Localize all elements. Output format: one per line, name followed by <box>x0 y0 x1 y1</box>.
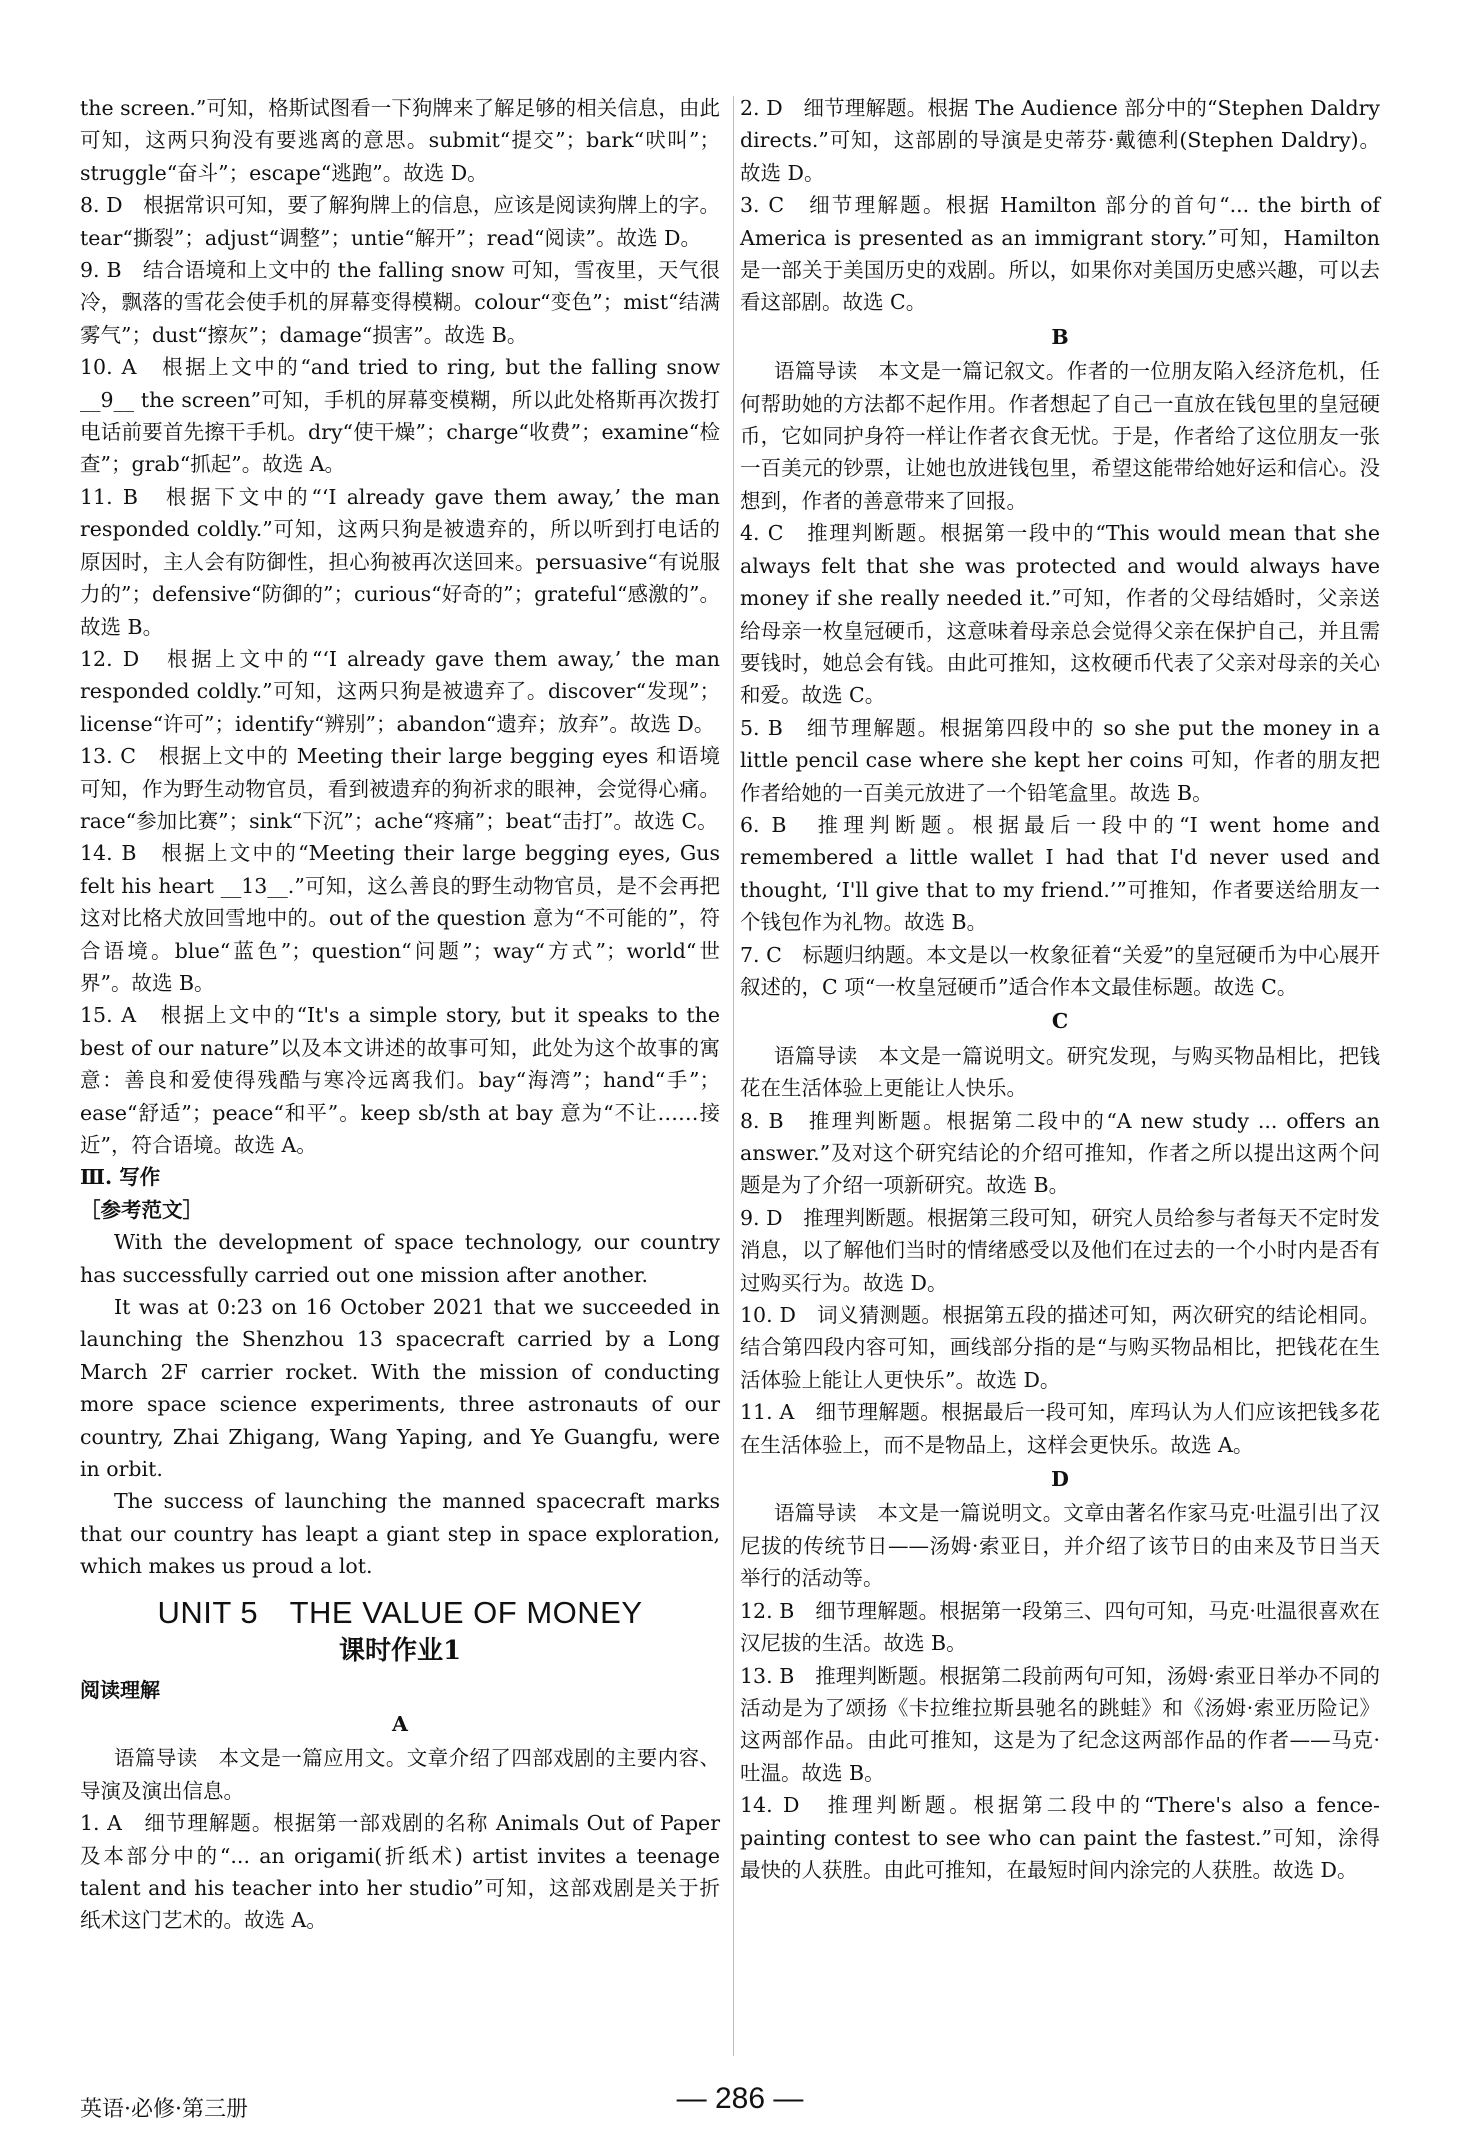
answer-2: 2. D 细节理解题。根据 The Audience 部分中的“Stephen Daldry directs.”可知，这部剧的导演是史蒂芬·戴德利(Stephen Daldry)。故选 D。 <box>740 96 1380 185</box>
unit-title: UNIT 5 THE VALUE OF MONEY <box>157 1594 643 1630</box>
book-title: 英语·必修·第三册 <box>80 2097 248 2122</box>
answer-9-c: 9. D 推理判断题。根据第三段可知，研究人员给参与者每天不定时发消息，以了解他们当时的情绪感受以及他们在过去的一个小时内是否有过购买行为。故选 D。 <box>740 1205 1380 1295</box>
passage-d-guide: 语篇导读 本文是一篇说明文。文章由著名作家马克·吐温引出了汉尼拔的传统节日——汤姆·索亚日，并介绍了该节日的由来及节日当天举行的活动等。 <box>740 1501 1380 1591</box>
part-d-heading: D <box>1051 1467 1069 1492</box>
answer-1: 1. A 细节理解题。根据第一部戏剧的名称 Animals Out of Paper 及本部分中的“... an origami(折纸术) artist invites a teenage talent and his teacher into her studio”可知，这部戏剧是关于折纸术这门艺术的。故选 A。 <box>80 1811 720 1933</box>
sample-essay-label: ［参考范文］ <box>80 1197 203 1222</box>
answer-11: 11. B 根据下文中的“‘I already gave them away,’ the man responded coldly.”可知，这两只狗是被遗弃的，所以听到打电话的原因时，主人会有防御性，担心狗被再次送回来。persuasive“有说服力的”；defensive“防御的”；curious“好奇的”；grateful“感激的”。故选 B。 <box>80 484 720 639</box>
answer-6: 6. B 推理判断题。根据最后一段中的“I went home and remembered a little wallet I had that I'd never used and thought, ‘I'll give that to my friend.’”可推知，作者要送给朋友一个钱包作为礼物。故选 B。 <box>740 812 1380 935</box>
answer-10: 10. A 根据上文中的“and tried to ring, but the falling snow __9__ the screen”可知，手机的屏幕变模糊，所以此处格斯再次拨打电话前要首先擦干手机。dry“使干燥”；charge“收费”；examine“检查”；grab“抓起”。故选 A。 <box>80 355 720 477</box>
answer-5: 5. B 细节理解题。根据第四段中的 so she put the money in a little pencil case where she kept her coins 可知，作者的朋友把作者给她的一百美元放进了一个铅笔盒里。故选 B。 <box>740 715 1380 805</box>
passage-c-guide: 语篇导读 本文是一篇说明文。研究发现，与购买物品相比，把钱花在生活体验上更能让人快乐。 <box>740 1043 1380 1101</box>
answer-11-c: 11. A 细节理解题。根据最后一段可知，库玛认为人们应该把钱多花在生活体验上，而不是物品上，这样会更快乐。故选 A。 <box>740 1400 1380 1457</box>
section-reading: 阅读理解 <box>80 1677 160 1702</box>
answer-12: 12. D 根据上文中的“‘I already gave them away,’ the man responded coldly.”可知，这两只狗是被遗弃了。discover“发现”；license“许可”；identify“辨别”；abandon“遗弃；放弃”。故选 D。 <box>80 646 720 736</box>
left-column <box>80 92 720 1937</box>
part-a-heading: A <box>392 1711 408 1736</box>
column-divider <box>733 96 734 2056</box>
answer-13: 13. C 根据上文中的 Meeting their large begging eyes 和语境可知，作为野生动物官员，看到被遗弃的狗祈求的眼神，会觉得心痛。race“参加比赛”；sink“下沉”；ache“疼痛”；beat“击打”。故选 C。 <box>80 744 720 833</box>
answer-8-c: 8. B 推理判断题。根据第二段中的“A new study ... offers an answer.”及对这个研究结论的介绍可推知，作者之所以提出这两个问题是为了介绍一项新研究。故选 B。 <box>740 1108 1380 1198</box>
answer-12-d: 12. B 细节理解题。根据第一段第三、四句可知，马克·吐温很喜欢在汉尼拔的生活。故选 B。 <box>740 1598 1380 1656</box>
writing-heading: Ⅲ. 写作 <box>80 1165 161 1190</box>
essay-paragraph-2: It was at 0:23 on 16 October 2021 that we succeeded in launching the Shenzhou 13 spacecraft carried by a Long March 2F carrier rocket. With the mission of conducting more space science experiments, three astronauts of our country, Zhai Zhigang, Wang Yaping, and Ye Guangfu, were in orbit. <box>80 1295 720 1482</box>
right-column <box>740 92 1380 1886</box>
answer-15: 15. A 根据上文中的“It's a simple story, but it speaks to the best of our nature”以及本文讲述的故事可知，此处为这个故事的寓意：善良和爱使得残酷与寒冷远离我们。bay“海湾”；hand“手”；ease“舒适”；peace“和平”。keep sb/sth at bay 意为“不让……接近”，符合语境。故选 A。 <box>80 1003 720 1157</box>
answer-10-c: 10. D 词义猜测题。根据第五段的描述可知，两次研究的结论相同。结合第四段内容可知，画线部分指的是“与购买物品相比，把钱花在生活体验上能让人更快乐”。故选 D。 <box>740 1303 1380 1392</box>
answer-4: 4. C 推理判断题。根据第一段中的“This would mean that she always felt that she was protected and would always have money if she really needed it.”可知，作者的父母结婚时，父亲送给母亲一枚皇冠硬币，这意味着母亲总会觉得父亲在保护自己，并且需要钱时，她总会有钱。由此可推知，这枚硬币代表了父亲对母亲的关心和爱。故选 C。 <box>740 521 1380 708</box>
answer-13-d: 13. B 推理判断题。根据第二段前两句可知，汤姆·索亚日举办不同的活动是为了颂扬《卡拉维拉斯县驰名的跳蛙》和《汤姆·索亚历险记》这两部作品。由此可推知，这是为了纪念这两部作品的作者——马克·吐温。故选 B。 <box>740 1663 1380 1785</box>
passage-a-guide: 语篇导读 本文是一篇应用文。文章介绍了四部戏剧的主要内容、导演及演出信息。 <box>80 1746 720 1803</box>
answer-3: 3. C 细节理解题。根据 Hamilton 部分的首句“... the birth of America is presented as an immigrant story.”可知，Hamilton 是一部关于美国历史的戏剧。所以，如果你对美国历史感兴趣，可以去看这部剧。故选 C。 <box>740 193 1380 315</box>
answer-14-d: 14. D 推理判断题。根据第二段中的“There's also a fence-painting contest to see who can paint the fastest.”可知，涂得最快的人获胜。由此可推知，在最短时间内涂完的人获胜。故选 D。 <box>740 1793 1380 1882</box>
part-b-heading: B <box>1051 324 1069 349</box>
answer-9: 9. B 结合语境和上文中的 the falling snow 可知，雪夜里，天气很冷，飘落的雪花会使手机的屏幕变得模糊。colour“变色”；mist“结满雾气”；dust“擦灰”；damage“损害”。故选 B。 <box>80 258 720 347</box>
essay-paragraph-3: The success of launching the manned spacecraft marks that our country has leapt a giant step in space exploration, which makes us proud a lot. <box>80 1489 720 1579</box>
part-c-heading: C <box>1051 1009 1069 1034</box>
answer-7-continued: the screen.”可知，格斯试图看一下狗牌来了解足够的相关信息，由此可知，这两只狗没有要逃离的意思。submit“提交”；bark“吠叫”；struggle“奋斗”；escape“逃跑”。故选 D。 <box>80 96 720 185</box>
essay-paragraph-1: With the development of space technology, our country has successfully carried out one mission after another. <box>80 1230 720 1287</box>
page-number: — 286 — <box>676 2082 804 2115</box>
answer-7: 7. C 标题归纳题。本文是以一枚象征着“关爱”的皇冠硬币为中心展开叙述的，C 项“一枚皇冠硬币”适合作本文最佳标题。故选 C。 <box>740 942 1380 999</box>
passage-b-guide: 语篇导读 本文是一篇记叙文。作者的一位朋友陷入经济危机，任何帮助她的方法都不起作用。作者想起了自己一直放在钱包里的皇冠硬币，它如同护身符一样让作者衣食无忧。于是，作者给了这位朋友一张一百美元的钞票，让她也放进钱包里，希望这能带给她好运和信心。没想到，作者的善意带来了回报。 <box>740 359 1380 513</box>
lesson-title: 课时作业1 <box>338 1636 462 1667</box>
answer-8: 8. D 根据常识可知，要了解狗牌上的信息，应该是阅读狗牌上的字。tear“撕裂”；adjust“调整”；untie“解开”；read“阅读”。故选 D。 <box>80 193 720 250</box>
answer-14: 14. B 根据上文中的“Meeting their large begging eyes, Gus felt his heart __13__.”可知，这么善良的野生动物官员，是不会再把这对比格犬放回雪地中的。out of the question 意为“不可能的”，符合语境。blue“蓝色”；question“问题”；way“方式”；world“世界”。故选 B。 <box>80 841 720 995</box>
